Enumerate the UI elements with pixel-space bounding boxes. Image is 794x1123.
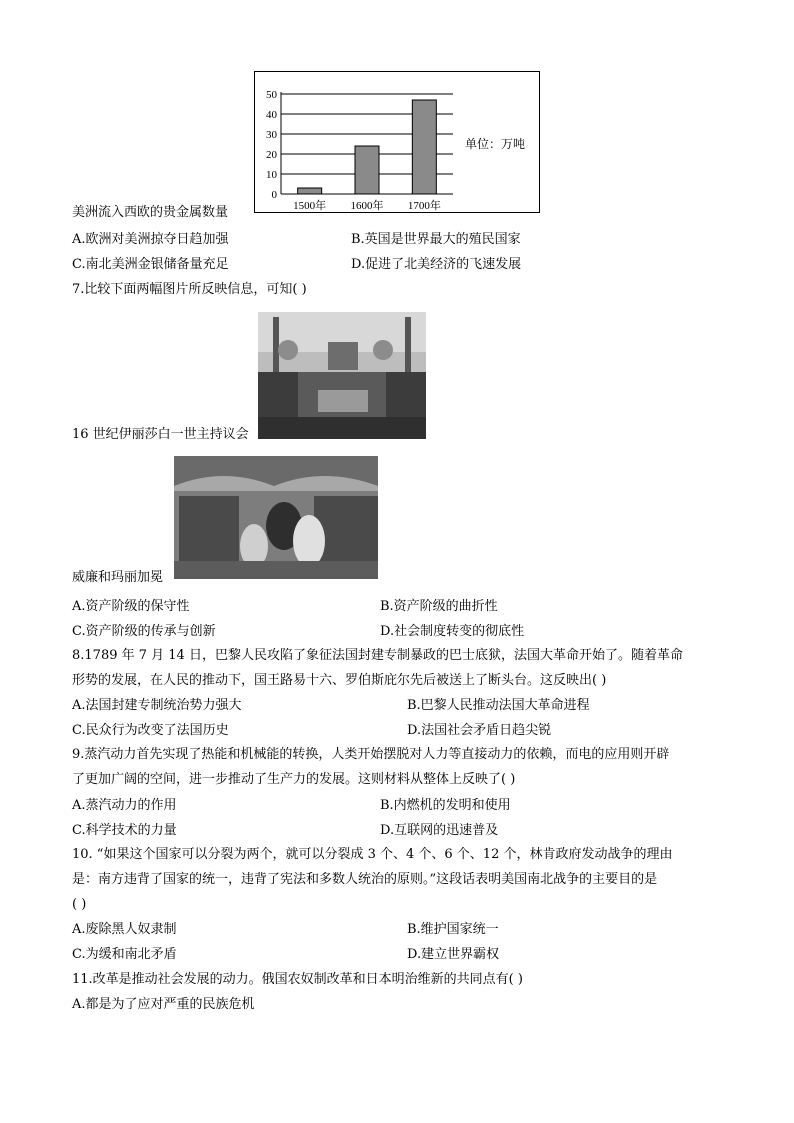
- q10-option-d: D.建立世界霸权: [407, 947, 500, 962]
- q6-option-c: C.南北美洲金银储备量充足: [72, 257, 229, 272]
- bar: [355, 146, 379, 194]
- q7-option-c: C.资产阶级的传承与创新: [72, 624, 216, 639]
- q10-stem-line1: 10. “如果这个国家可以分裂为两个，就可以分裂成 3 个、4 个、6 个、12 个，林肯政府发动战争的理由: [72, 847, 673, 862]
- q7-option-d: D.社会制度转变的彻底性: [380, 624, 525, 639]
- q11-stem: 11.改革是推动社会发展的动力。俄国农奴制改革和日本明治维新的共同点有( ): [72, 972, 523, 987]
- q7-stem: 7.比较下面两幅图片所反映信息，可知( ): [72, 282, 307, 297]
- q9-stem-line1: 9.蒸汽动力首先实现了热能和机械能的转换，人类开始摆脱对人力等直接动力的依赖，而电的应用则开辟: [72, 747, 670, 762]
- unit-label: 单位：万吨: [465, 137, 526, 151]
- y-tick-label: 50: [266, 89, 277, 101]
- q8-option-b: B.巴黎人民推动法国大革命进程: [407, 698, 590, 713]
- q10-stem-line2: 是：南方违背了国家的统一，违背了宪法和多数人统治的原则。”这段话表明美国南北战争的主要目的是: [72, 872, 658, 887]
- precious-metal-bar-chart: [254, 71, 540, 213]
- q11-option-a: A.都是为了应对严重的民族危机: [72, 997, 255, 1012]
- q6-option-d: D.促进了北美经济的飞速发展: [351, 257, 522, 272]
- q8-option-a: A.法国封建专制统治势力强大: [72, 698, 242, 713]
- q8-stem-line1: 8.1789 年 7 月 14 日，巴黎人民攻陷了象征法国封建专制暴政的巴士底狱，法国大革命开始了。随着革命: [72, 648, 683, 663]
- y-tick-label: 0: [271, 189, 277, 201]
- q9-option-a: A.蒸汽动力的作用: [72, 798, 177, 813]
- q6-option-b: B.英国是世界最大的殖民国家: [351, 232, 521, 247]
- q7-option-a: A.资产阶级的保守性: [72, 599, 190, 614]
- x-tick-label: 1600年: [350, 200, 384, 212]
- q6-option-a: A.欧洲对美洲掠夺日趋加强: [72, 232, 229, 247]
- x-tick-label: 1500年: [293, 200, 327, 212]
- y-tick-label: 30: [266, 129, 277, 141]
- q9-option-b: B.内燃机的发明和使用: [380, 798, 511, 813]
- coronation-engraving-image: [174, 456, 378, 579]
- bar: [412, 100, 436, 194]
- bar: [298, 188, 322, 194]
- parliament-engraving-image: [258, 312, 426, 439]
- y-tick-label: 40: [266, 109, 277, 121]
- q10-stem-line3: ( ): [72, 897, 87, 912]
- q7-image2-caption: 威廉和玛丽加冕: [72, 570, 164, 585]
- q8-option-d: D.法国社会矛盾日趋尖锐: [407, 723, 552, 738]
- y-tick-label: 20: [266, 149, 277, 161]
- q7-image1-caption: 16 世纪伊丽莎白一世主持议会: [72, 427, 249, 442]
- q9-option-d: D.互联网的迅速普及: [380, 823, 499, 838]
- q9-stem-line2: 了更加广阔的空间，进一步推动了生产力的发展。这则材料从整体上反映了( ): [72, 772, 516, 787]
- q8-option-c: C.民众行为改变了法国历史: [72, 723, 229, 738]
- chart-canvas: [255, 72, 541, 214]
- q10-option-a: A.废除黑人奴隶制: [72, 922, 177, 937]
- q10-option-c: C.为缓和南北矛盾: [72, 947, 177, 962]
- q10-option-b: B.维护国家统一: [407, 922, 499, 937]
- chart-caption: 美洲流入西欧的贵金属数量: [72, 205, 229, 220]
- x-tick-label: 1700年: [407, 200, 441, 212]
- y-tick-label: 10: [266, 169, 277, 181]
- q9-option-c: C.科学技术的力量: [72, 823, 177, 838]
- q8-stem-line2: 形势的发展，在人民的推动下，国王路易十六、罗伯斯庇尔先后被送上了断头台。这反映出( ): [72, 673, 607, 688]
- q7-option-b: B.资产阶级的曲折性: [380, 599, 498, 614]
